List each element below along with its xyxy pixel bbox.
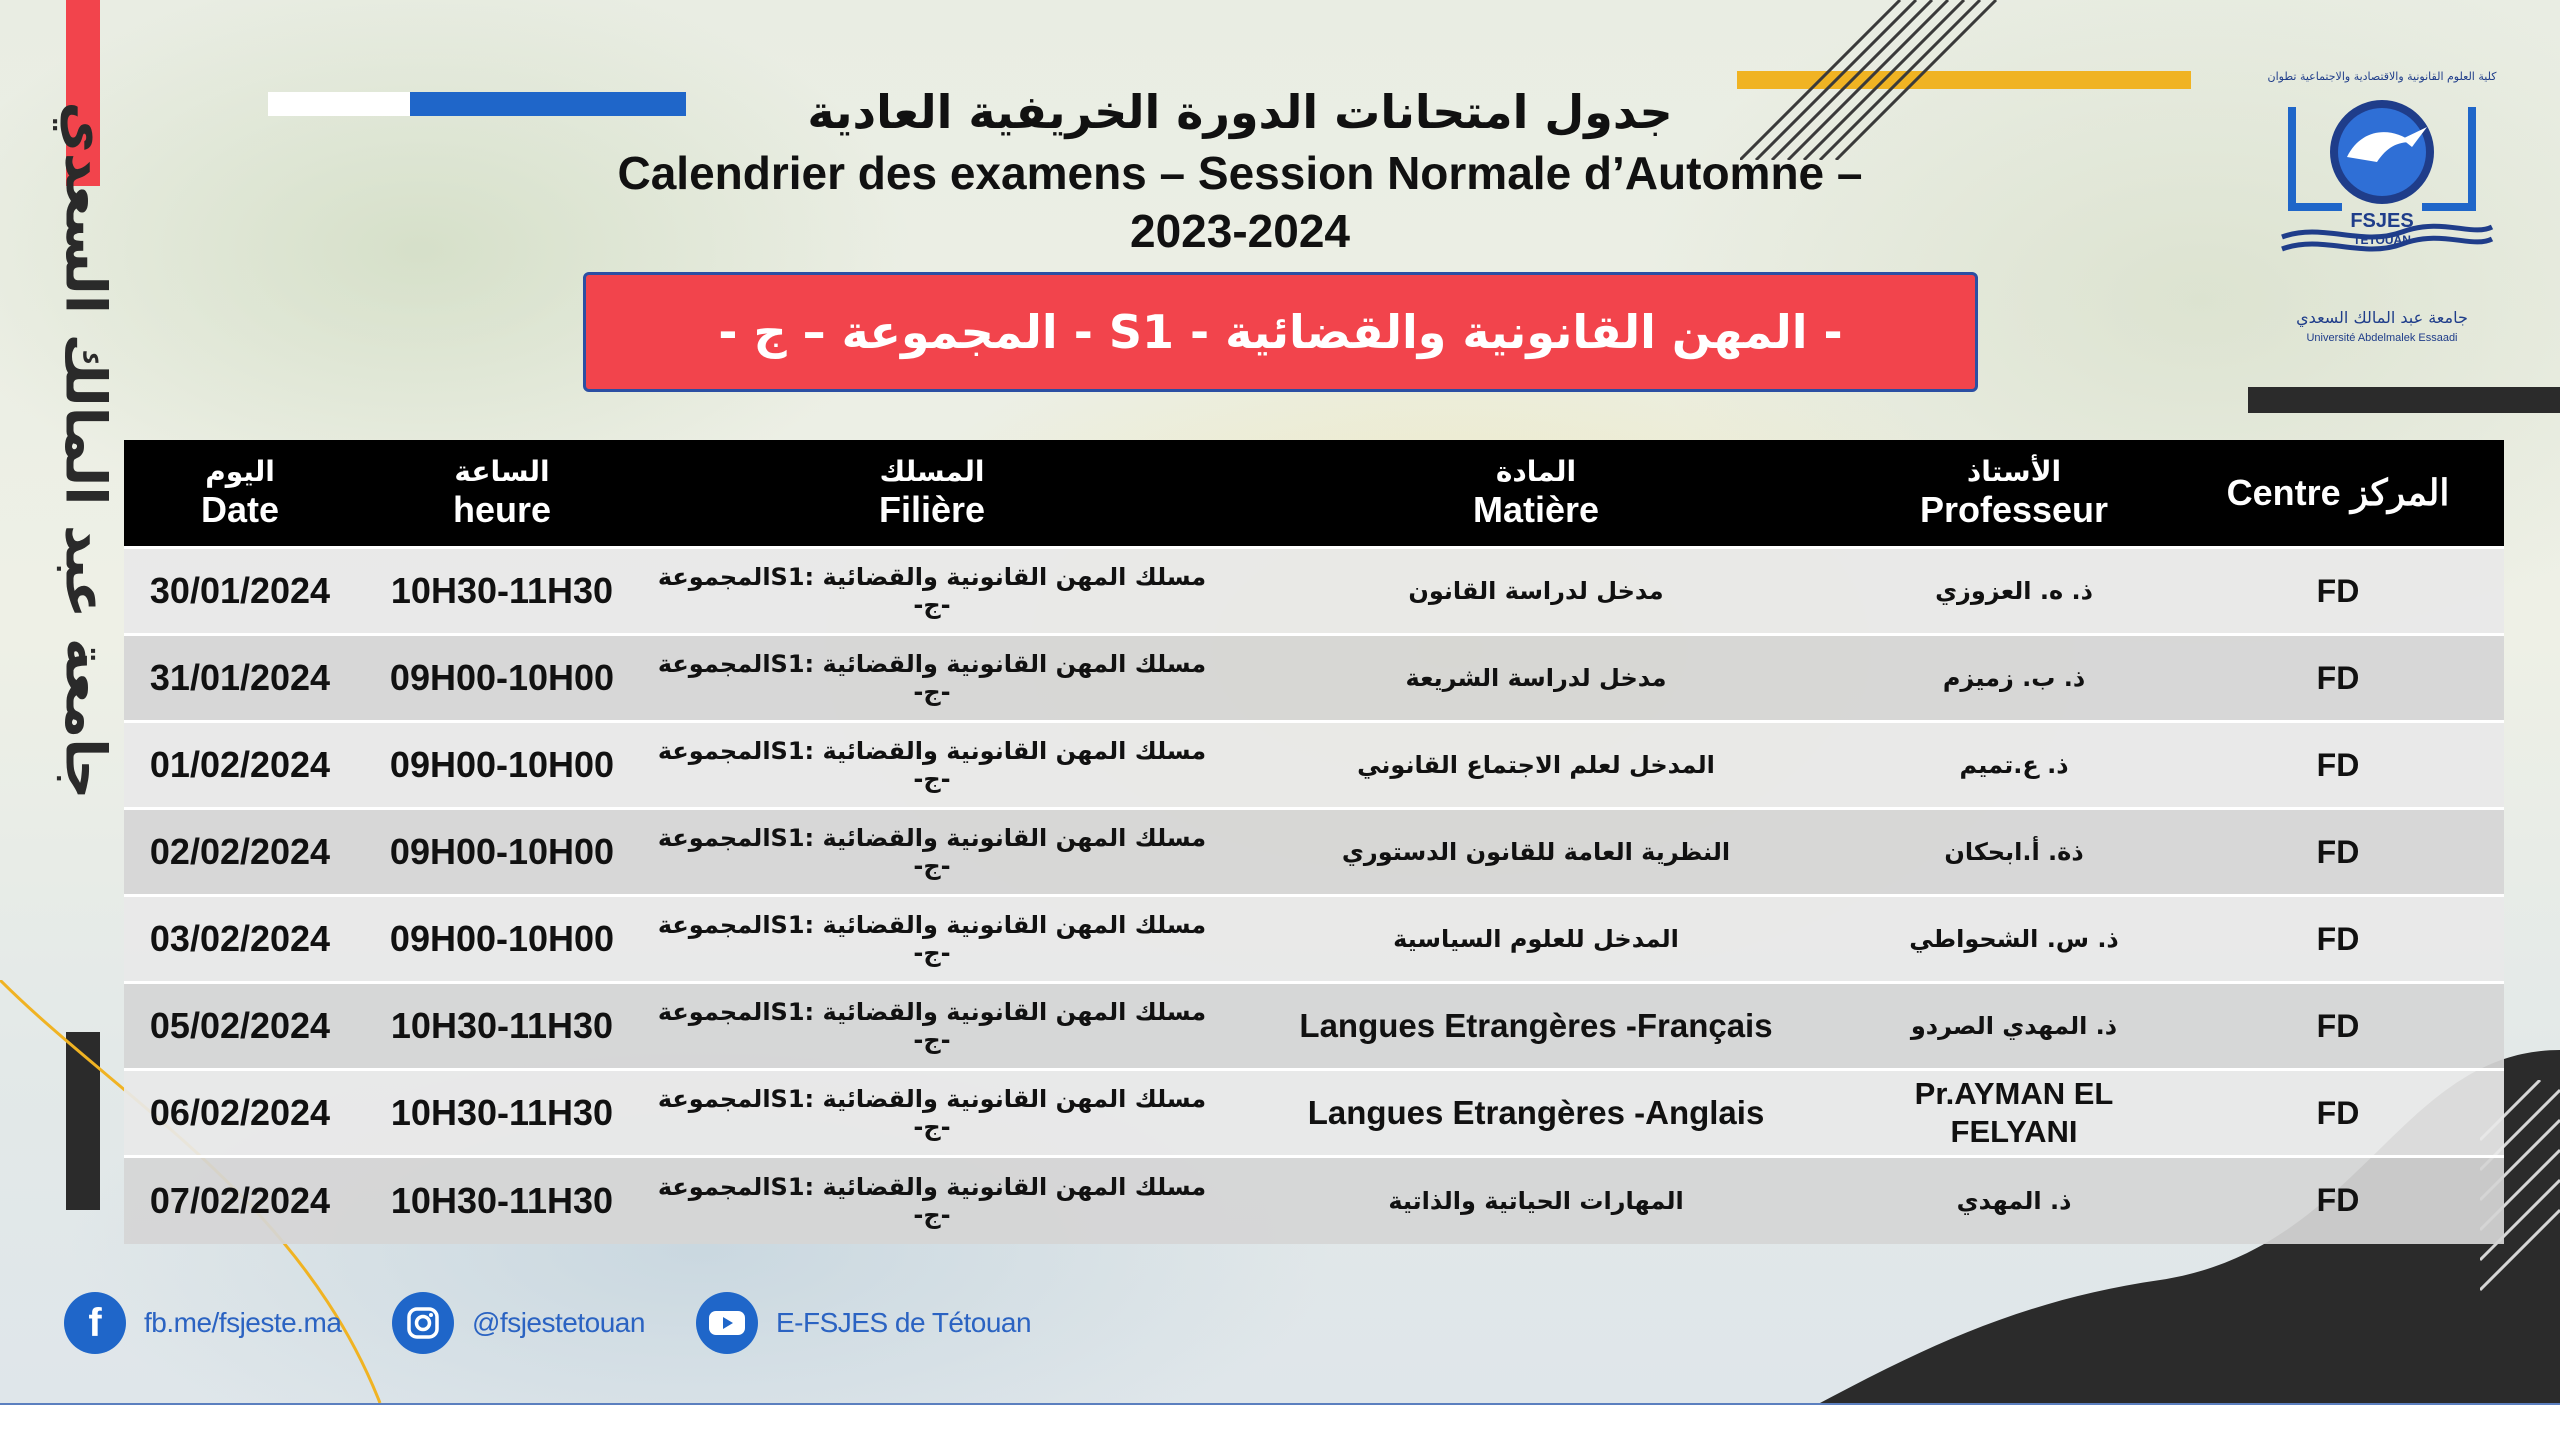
decor-white-bar xyxy=(268,92,410,116)
cell-centre: FD xyxy=(2316,833,2360,870)
header-professeur: الأستاذ Professeur xyxy=(1856,440,2172,548)
header-heure: الساعة heure xyxy=(356,440,648,548)
university-name-text: جامعة عبد المالك السعدي xyxy=(52,100,118,800)
instagram-icon xyxy=(392,1292,454,1354)
logo-city: TETOUAN xyxy=(2353,233,2411,247)
instagram-label: @fsjestetouan xyxy=(472,1307,645,1338)
logo-abbr: FSJES xyxy=(2350,210,2414,232)
table-row xyxy=(124,896,2504,983)
table-row xyxy=(124,548,2504,635)
cell-matiere: مدخل لدراسة الشريعة xyxy=(1405,664,1667,692)
header-centre: Centre المركز xyxy=(2172,440,2504,548)
cell-date: 03/02/2024 xyxy=(149,918,331,959)
cell-date: 02/02/2024 xyxy=(149,831,331,872)
cell-date: 30/01/2024 xyxy=(149,570,331,611)
page-title-french-line1: Calendrier des examens – Session Normale d’Automne – xyxy=(617,147,1863,199)
cell-heure: 10H30-11H30 xyxy=(390,1092,614,1133)
cell-filiere: مسلك المهن القانونية والقضائية :S1المجموعة -ج- xyxy=(657,737,1207,793)
facebook-icon: f xyxy=(64,1292,126,1354)
cell-professeur: ذة. أ.ابحكان xyxy=(1944,838,2084,866)
cell-heure: 09H00-10H00 xyxy=(389,918,615,959)
cell-professeur: ذ. ه. العزوزي xyxy=(1935,577,2093,605)
header-matiere: المادة Matière xyxy=(1216,440,1856,548)
social-youtube-link[interactable] xyxy=(696,1292,1031,1354)
group-banner xyxy=(583,272,1978,392)
page-title-french-line2: 2023-2024 xyxy=(1130,205,1350,257)
header-filiere: المسلك Filière xyxy=(648,440,1216,548)
cell-filiere: مسلك المهن القانونية والقضائية :S1المجموعة -ج- xyxy=(657,998,1207,1054)
cell-heure: 09H00-10H00 xyxy=(389,744,615,785)
cell-professeur: ذ. المهدي xyxy=(1956,1186,2072,1215)
table-row xyxy=(124,809,2504,896)
bottom-divider xyxy=(0,1403,2560,1405)
cell-professeur: ذ. س. الشحواطي xyxy=(1909,925,2119,953)
table-row xyxy=(124,1070,2504,1157)
cell-date: 07/02/2024 xyxy=(149,1179,331,1221)
table-row xyxy=(124,635,2504,722)
table-row xyxy=(124,983,2504,1070)
decor-dark-bar xyxy=(2248,387,2560,413)
social-instagram-link[interactable] xyxy=(392,1292,645,1354)
cell-centre: FD xyxy=(2316,746,2360,783)
cell-professeur: ذ. المهدي الصردو xyxy=(1910,1012,2118,1040)
social-facebook-link[interactable] xyxy=(64,1292,341,1354)
university-name-vertical xyxy=(40,100,130,800)
page-title-arabic: جدول امتحانات الدورة الخريفية العادية xyxy=(807,85,1673,139)
cell-matiere: مدخل لدراسة القانون xyxy=(1408,577,1664,605)
cell-date: 01/02/2024 xyxy=(149,744,331,785)
cell-heure: 10H30-11H30 xyxy=(390,1005,614,1046)
logo-top-text: كلية العلوم القانونية والاقتصادية والاجتماعية تطوان xyxy=(2267,70,2497,83)
cell-heure: 10H30-11H30 xyxy=(390,1179,614,1221)
page-title-french xyxy=(460,144,2020,260)
cell-matiere: المدخل للعلوم السياسية xyxy=(1393,925,1679,953)
cell-date: 31/01/2024 xyxy=(149,657,331,698)
youtube-icon xyxy=(696,1292,758,1354)
facebook-label: fb.me/fsjeste.ma xyxy=(144,1307,342,1338)
cell-heure: 09H00-10H00 xyxy=(389,831,615,872)
table-header-row xyxy=(124,440,2504,548)
cell-professeur: Pr.AYMAN EL FELYANI xyxy=(1914,1076,2114,1149)
cell-professeur: ذ. ب. زميزم xyxy=(1942,664,2086,692)
exam-schedule-table xyxy=(124,440,2504,1244)
cell-matiere: النظرية العامة للقانون الدستوري xyxy=(1341,838,1731,866)
cell-centre: FD xyxy=(2316,659,2360,696)
cell-matiere: المهارات الحياتية والذاتية xyxy=(1388,1186,1684,1215)
cell-matiere: Langues Etrangères -Français xyxy=(1299,1007,1773,1044)
cell-centre: FD xyxy=(2316,1182,2360,1219)
group-banner-text: - المهن القانونية والقضائية - S1 - المجموعة – ج - xyxy=(718,305,1843,359)
cell-date: 06/02/2024 xyxy=(149,1092,331,1133)
cell-centre: FD xyxy=(2316,572,2360,609)
cell-filiere: مسلك المهن القانونية والقضائية :S1المجموعة -ج- xyxy=(657,911,1207,967)
table-row xyxy=(124,1157,2504,1244)
cell-centre: FD xyxy=(2316,1007,2360,1044)
youtube-label: E-FSJES de Tétouan xyxy=(776,1307,1032,1338)
cell-filiere: مسلك المهن القانونية والقضائية :S1المجموعة -ج- xyxy=(657,650,1207,706)
cell-filiere: مسلك المهن القانونية والقضائية :S1المجموعة -ج- xyxy=(657,563,1207,619)
cell-date: 05/02/2024 xyxy=(149,1005,331,1046)
table-row xyxy=(124,722,2504,809)
cell-professeur: ذ. ع.تميم xyxy=(1959,751,2069,779)
cell-heure: 10H30-11H30 xyxy=(390,570,614,611)
cell-filiere: مسلك المهن القانونية والقضائية :S1المجموعة -ج- xyxy=(657,1172,1207,1229)
cell-centre: FD xyxy=(2316,920,2360,957)
logo-university-ar: جامعة عبد المالك السعدي xyxy=(2296,308,2468,327)
header-date: اليوم Date xyxy=(124,440,356,548)
cell-heure: 09H00-10H00 xyxy=(389,657,615,698)
cell-filiere: مسلك المهن القانونية والقضائية :S1المجموعة -ج- xyxy=(657,1085,1207,1141)
logo-university-fr: Université Abdelmalek Essaadi xyxy=(2306,332,2458,344)
fsjes-logo xyxy=(2262,70,2502,360)
cell-centre: FD xyxy=(2316,1094,2360,1131)
cell-filiere: مسلك المهن القانونية والقضائية :S1المجموعة -ج- xyxy=(657,824,1207,880)
cell-matiere: Langues Etrangères -Anglais xyxy=(1307,1094,1765,1131)
cell-matiere: المدخل لعلم الاجتماع القانوني xyxy=(1357,751,1715,779)
